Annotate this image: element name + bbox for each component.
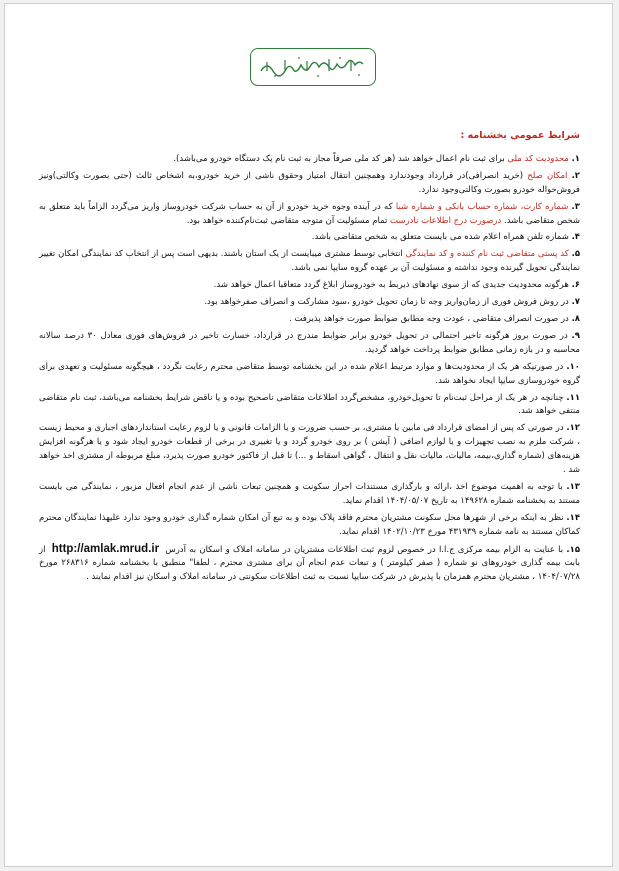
term-item-14 [39,512,580,540]
item-text: در صورتیکه هر یک از محدودیت‌ها و موارد مرتبط اعلام شده در این بخشنامه توسط متقاضی محترم رعایت نگردد ، هیچگونه مسئولیت و تعهدی برای گروه خودروسازی سایپا ایجاد نخواهد شد. [39,361,580,386]
item-highlight-2: درصورت درج اطلاعات نادرست [390,215,502,226]
item-number: ۱۱. [566,392,581,403]
term-item-5 [39,248,580,276]
item-text: انتخابی توسط مشتری میبایست از یک استان باشند. بدیهی است پس از انتخاب کد نمایندگی امکان تغییر نمایندگی تحویل گیرنده وجود نداشته و مسئولیت آن بر عهده گروه سایپا نمی باشد. [39,249,580,274]
item-number: ۱۵. [566,544,581,555]
item-text: شماره تلفن همراه اعلام شده می بایست متعلق به شخص متقاضی باشد. [311,232,569,243]
item-text: چنانچه در هر یک از مراحل ثبت‌نام تا تحویل‌خودرو، مشخص‌گردد اطلاعات متقاضی ناصحیح بوده و یا ناقض شرایط بخشنامه می‌باشد، ثبت نام متقاضی منتفی خواهد شد. [39,392,580,417]
item-text: در صورت بروز هرگونه تاخیر احتمالی در تحویل خودرو برابر ضوابط مندرج در قرارداد، خسارت تاخیر در فروش‌های فوری معادل ۳۰ درصد سالانه محاسبه و در بازه زمانی مطابق ضوابط پرداخت خواهد گردید. [39,330,580,355]
term-item-9 [39,330,580,358]
item-number: ۱۳. [566,481,580,492]
section-heading: شرایط عمومی بخشنامه : [460,130,580,141]
item-number: ۴. [571,232,580,243]
calligraphy-logo [255,53,371,81]
term-item-4 [39,231,580,245]
term-item-2 [39,170,580,198]
amlak-url-link[interactable]: http://amlak.mrud.ir [51,542,160,555]
item-text: برای ثبت نام اعمال خواهد شد (هر کد ملی صرفاً مجاز به ثبت نام یک دستگاه خودرو می‌باشد). [173,153,508,164]
term-item-7 [39,296,580,310]
item-highlight: محدودیت کد ملی [507,153,569,164]
term-item-12 [39,422,580,478]
term-item-15 [39,543,580,586]
item-text: با عنایت به الزام بیمه مرکزی ج.ا.ا در خصوص لزوم ثبت اطلاعات مشتریان در سامانه املاک و اسکان به آدرس [162,544,564,555]
term-item-8 [39,313,580,327]
item-text: در صورتی که پس از امضای قرارداد فی مابین با مشتری، بر حسب ضرورت و یا الزامات قانونی و یا لزوم رعایت استانداردهای اجباری و محیط زیست ، شرکت ملزم به نصب تجهیزات و یا لوازم اضافی ( آپشن ) بر روی خودرو گردد و یا تغییری در برخی از قطعات خودرو ایجاد شود و یا هرگونه افزایش هزینه‌های (شماره گذاری،بیمه، مالیات، مالیات نقل و انتقال ، گواهی اسقاط و ...) تا قبل از فاکتور خودرو صورت پذیرد، مبلغ مربوطه از مشتری اخذ خواهد شد . [39,423,580,476]
item-number: ۱. [571,153,580,164]
term-item-10 [39,361,580,389]
logo-slogan [250,48,376,86]
item-number: ۶. [571,280,580,291]
item-text: (خرید انصرافی)در قرارداد وجودندارد وهمچنین انتقال امتیاز وحقوق ناشی از خرید خودرو،به اشخاص ثالث (حتی بصورت وکالتی)ونیز فروش‌حواله خودرو بصورت وکالتی‌وجود ندارد. [39,170,580,195]
term-item-3 [39,201,580,229]
document-page [4,3,613,867]
item-highlight: امکان صلح [527,170,568,181]
item-number: ۷. [571,297,580,308]
item-text-2: تمام مسئولیت آن متوجه متقاضی ثبت‌نام‌کننده خواهد بود. [186,215,391,226]
item-number: ۲. [571,170,580,181]
terms-content [39,129,580,588]
item-text: که در آینده وجوه خرید خودرو از آن به حساب شرکت خودروساز واریز می‌گردد الزاماً باید متعلق به شخص متقاضی باشد. [39,201,580,226]
term-item-13 [39,481,580,509]
item-number: ۹. [571,330,580,341]
item-text: در روش فروش فوری از زمان‌واریز وجه تا زمان تحویل خودرو ،سود مشارکت و انصراف صفرخواهد بود. [204,297,569,308]
term-item-11 [39,392,580,420]
item-text-2: از بابت بیمه گذاری خودروهای نو شماره ( صفر کیلومتر ) و تبعات عدم انجام آن برای مشتری محترم ، لطفا" منطبق با بخشنامه شماره ۲۶۸۳۱۶ مورخ ۱۴۰۴/۰۷/۲۸ ، مشتریان محترم همزمان با پذیرش در شرکت سایپا نسبت به ثبت اطلاعات سکونتی در سامانه املاک و اسکان نیز اقدام نمایند . [39,544,580,583]
item-text: هرگونه محدودیت جدیدی که از سوی نهادهای ذیربط به خودروساز ابلاغ گردد متعاقبا اعمال خواهد شد. [213,280,569,291]
item-highlight: کد پستی متقاضی ثبت نام کننده و کد نمایندگی [405,249,569,260]
item-number: ۱۰. [566,361,580,372]
item-number: ۱۴. [566,512,581,523]
term-item-1 [39,153,580,167]
item-highlight: شماره کارت، شماره حساب بانکی و شماره شبا [395,201,569,212]
item-number: ۳. [571,201,580,212]
item-number: ۵. [571,249,581,260]
item-text: نظر به اینکه برخی از شهرها محل سکونت مشتریان محترم فاقد پلاک بوده و به تبع آن امکان شماره گذاری خودرو وجود ندارد علیهذا نمایندگان محترم کماکان مستند به نامه شماره ۴۳۱۹۳۹ مورخ ۱۴۰۲/۱۰/۲۳ اقدام نماید. [39,512,580,537]
item-text: در صورت انصراف متقاضی ، عودت وجه مطابق ضوابط صورت خواهد پذیرفت . [289,313,569,324]
item-text: با توجه به اهمیت موضوع اخذ ،ارائه و بارگذاری مستندات احراز سکونت و همچنین تبعات ناشی از عدم انجام افعال مزبور ، نمایندگی می بایست مستند به بخشنامه شماره ۱۴۹۶۲۸ به تاریخ ۱۴۰۴/۰۵/۰۷ اقدام نماید. [39,481,580,506]
item-number: ۱۲. [566,423,580,434]
item-number: ۸. [571,313,580,324]
term-item-6 [39,279,580,293]
